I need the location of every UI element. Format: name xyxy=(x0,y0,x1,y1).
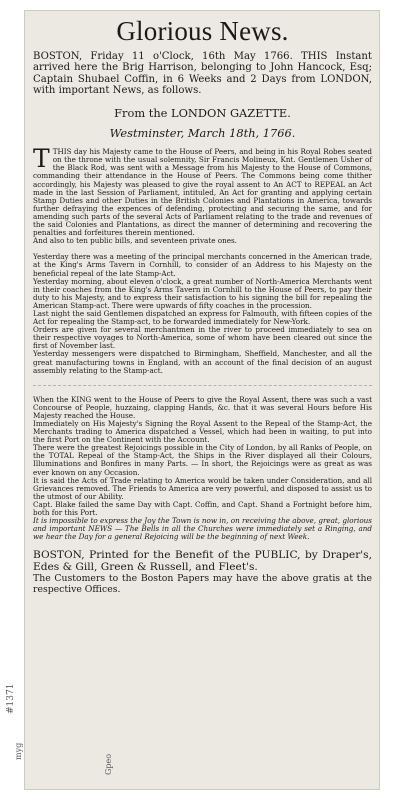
footer-small: The Customers to the Boston Papers may have the above gratis at the respective Offices. xyxy=(33,573,372,596)
place-date: Westminster, March 18th, 1766. xyxy=(109,126,296,141)
document-title: Glorious News. xyxy=(116,16,289,46)
archival-note-2: Gpeo xyxy=(104,753,113,775)
footer xyxy=(33,549,372,595)
p11: It is impossible to express the Joy the Town is now in, on receiving the above, great, glorious and important NEWS — The Bells in all the Churches were immediately set a Ringing, and we hear the Day for a general Rejoicing will be the beginning of next Week. xyxy=(33,516,372,542)
p1: Yesterday there was a meeting of the principal merchants concerned in the American trade, at the King's Arms Tavern in Cornhill, to consider of an Address to his Majesty on the beneficial repeal of the late Stamp-Act. xyxy=(33,252,372,278)
lead-paragraph: BOSTON, Friday 11 o'Clock, 16th May 1766. THIS Instant arrived here the Brig Harrison, belonging to John Hancock, Esq; Captain Shubael Coffin, in 6 Weeks and 2 Days from LONDON, with important News, as follows. xyxy=(33,51,372,96)
body-first-paragraph: T THIS day his Majesty came to the House of Peers, and being in his Royal Robes seated on the throne with the usual solemnity, Sir Francis Molineux, Knt. Gentlemen Usher of the Black Rod, was sent with a Message from his Majesty to the House of Commons, commanding their attendance in the House of Peers. The Commons being come thither accordingly, his Majesty was pleased to give the royal assent to An ACT to REPEAL an Act made in the last Session of Parliament, intituled, An Act for granting and applying certain Stamp Duties and other Duties in the British Colonies and Plantations in America, towards further defraying the expences of defending, protecting and securing the same, and for amending such parts of the several Acts of Parliament relating to the trade and revenues of the said Colonies and Plantations, as direct the manner of determining and recovering the penalties and forfeitures therein mentioned. xyxy=(33,144,372,238)
p8: There were the greatest Rejoicings possible in the City of London, by all Ranks of People, on the TOTAL Repeal of the Stamp-Act, the Ships in the River displayed all their Colours, Illuminations and Bonfires in many Parts. — In short, the Rejoicings were as great as was ever known on any Occasion. xyxy=(33,443,372,477)
divider xyxy=(33,385,372,386)
p5: Yesterday messengers were dispatched to Birmingham, Sheffield, Manchester, and all the great manufacturing towns in England, with an account of the final decision of an august assembly relating to the Stamp-act. xyxy=(33,349,372,375)
footer-main: BOSTON, Printed for the Benefit of the PUBLIC, by Draper's, Edes & Gill, Green & Russell, and Fleet's. xyxy=(33,549,372,574)
archival-number: #1371 xyxy=(6,683,16,714)
drop-cap: T xyxy=(33,144,50,174)
broadside-sheet xyxy=(24,10,380,790)
p10: Capt. Blake failed the same Day with Capt. Coffin, and Capt. Shand a Fortnight before him, both for this Port. xyxy=(33,499,372,518)
p2: Yesterday morning, about eleven o'clock, a great number of North-America Merchants went in their coaches from the King's Arms Tavern in Cornhill to the House of Peers, to pay their duty to his Majesty, and to express their satisfaction to his signing the bill for repealing the American Stamp-act. There were upwards of fifty coaches in the procession. xyxy=(33,276,372,310)
from-gazette: From the LONDON GAZETTE. xyxy=(114,106,291,121)
p4: Orders are given for several merchantmen in the river to proceed immediately to sea on their respective voyages to North-America, some of whom have been cleared out since the first of November last. xyxy=(33,325,372,351)
p3: Last night the said Gentlemen dispatched an express for Falmouth, with fifteen copies of the Act for repealing the Stamp-act, to be forwarded immediately for New-York. xyxy=(33,308,372,327)
p7: Immediately on His Majesty's Signing the Royal Assent to the Repeal of the Stamp-Act, the Merchants trading to America dispatched a Vessel, which had been in waiting, to put into the first Port on the Continent with the Account. xyxy=(33,419,372,445)
archival-note: myg xyxy=(14,742,23,760)
p6: When the KING went to the House of Peers to give the Royal Assent, there was such a vast Concourse of People, huzzaing, clapping Hands, &c. that it was several Hours before His Majesty reached the House. xyxy=(33,394,372,420)
p9: It is said the Acts of Trade relating to America would be taken under Consideration, and all Grievances removed. The Friends to America are very powerful, and disposed to assist us to the utmost of our Ability. xyxy=(33,475,372,501)
body-second-paragraph: And also to ten public bills, and seventeen private ones. xyxy=(33,236,237,246)
